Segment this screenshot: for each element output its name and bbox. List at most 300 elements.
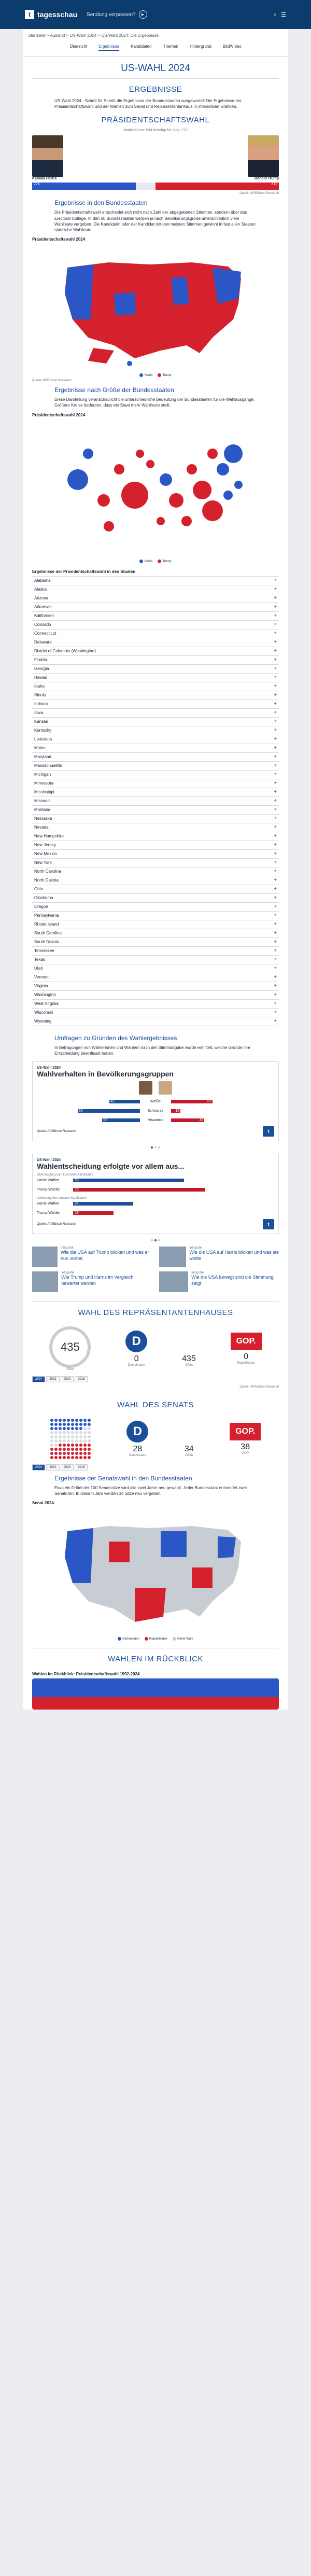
state-row[interactable] bbox=[32, 964, 279, 973]
state-row[interactable] bbox=[32, 991, 279, 1000]
state-bubble[interactable] bbox=[187, 464, 197, 474]
senate-seat bbox=[67, 1452, 70, 1455]
senate-heading: WAHL DES SENATS bbox=[32, 1394, 279, 1413]
year-button[interactable]: 2020 bbox=[61, 1464, 74, 1471]
senate-seat bbox=[75, 1427, 78, 1430]
senate-seat bbox=[88, 1435, 91, 1438]
harris-avatar bbox=[139, 1081, 152, 1095]
article-kicker: Infografik bbox=[61, 1271, 75, 1275]
state-name: Rhode Island bbox=[34, 922, 59, 927]
year-button[interactable]: 2020 bbox=[61, 1376, 74, 1382]
legend-trump: Trump bbox=[158, 373, 171, 377]
expand-icon: + bbox=[274, 921, 277, 928]
state-bubble[interactable] bbox=[207, 449, 218, 459]
senate-seat bbox=[50, 1452, 53, 1455]
reason-bar: 63 bbox=[73, 1179, 184, 1182]
tab-2[interactable]: Kandidaten bbox=[131, 44, 152, 49]
state-name: West Virginia bbox=[34, 1001, 59, 1006]
senate-seat bbox=[50, 1427, 53, 1430]
map-title: Präsidentschaftswahl 2024 bbox=[32, 237, 86, 242]
state-row[interactable] bbox=[32, 621, 279, 629]
senate-seat bbox=[88, 1423, 91, 1426]
state-row[interactable] bbox=[32, 718, 279, 726]
tagesschau-icon: t bbox=[25, 10, 34, 19]
state-name: Washington bbox=[34, 992, 56, 998]
state-name: District of Columbia (Washington) bbox=[34, 649, 96, 654]
legend-harris: Harris bbox=[139, 373, 152, 377]
senate-seat bbox=[67, 1448, 70, 1451]
page-content: US-WAHL 2024 ERGEBNISSE US-Wahl 2024 - Schritt für Schritt die Ergebnisse der Bundesstaaten ausgewertet: Die Ergebnisse der Präsidentschaftswahl und der Wahlen zum Senat und Repräsentantenhaus in interaktiven Grafiken. PRÄSIDENTSCHAFTSWAHL Wahlmänner: 538 benötigt für Sieg: 270 Kamala Harris Donald Trump 226 312 Quelle: AP/Edison Research Ergebnisse in den Bundesstaaten Die Präsidentschaftswahl entscheidet sich nicht nach Zahl der abgegebenen Stimmen, sondern über das Electoral College. In den 50 Bundesstaaten werden je nach Bevölkerungsgröße unterschiedlich viele Wahlleute vergeben. Die Kandidatin oder der Kandidat mit den meisten Stimmen gewinnt in fast allen Staaten sämtliche Wahlleute. Präsidentschaftswahl 2024 Harris Trump Quelle: AP/Edison Research Ergebnisse nach Größe der Bundesstaaten Diese Darstellung veranschaulicht die unterschiedliche Bedeutung der Bundesstaaten für die Wahlausgänge. Größere Kreise bedeuten, dass ein Staat mehr Wahlleute stellt. Präsidentschaftswahl 2024 Harris Trump Ergebnisse der Präsidentschaftswahl in den Staaten Alabama + Alaska + Arizona + Arkansas + Kalifornien + Colorado + Connecticut + Delaware + District of Columbia (Washington) + Florida + Georgia + Hawaii + Idaho + Illinois + Indiana + Iowa + Kansas + Kentucky + Louisiana + Maine + Maryland + Massachusetts + Michigan + Minnesota + Mississippi + Missouri + Montana + Nebraska + Nevada + New Hampshire + New Jersey + New Mexico + New York + North Carolina + North Dakota + Ohio + Oklahoma + Oregon + Pennsylvania + Rhode Island + South Carolina + South Dakota + Tennessee + Texas + Utah + Vermont + Virginia + Washington + West Virginia + Wisconsin + Wyoming + Umfragen zu Gründen des Wahlergebnisses In Befragungen von Wählerinnen und Wählern nach der Stimmabgabe wurde ermittelt, welche Gründe ihre Entscheidung beeinflusst haben. US-Wahl 2024 Wahlverhalten in Bevölkerungsgruppen 42 Weiße 57 86 Schwarze 13 52 Hispanics 46 Quelle: AP/Edison Research t US-Wahl 2024 Wahlentscheidung erfolgte vor allem aus... Überzeugung vom kürzesten Kandidaten Harris-Wähler 63 Trump-Wähler 75 Ablehnung des anderen Kandidaten Harris-Wähler 34 Trump-Wähler 23 Quelle: AP/Edison Research t Infografik Wie die USA auf Trump blicken und was er nun vorhat Infografik Wie Trump und Harris im Vergleich bewertet werden Infografik Wie die USA auf Harris blicken und was sie wollte Infografik Wie die USA bewegt sind die Stimmung zeigt WAHL DES REPRÄSENTANTENHAUSES 435 Sitze D 0 Demokraten 435 Offen GOP. 0 Republikaner 2024 2022 2020 2018 Quelle: AP/Edison Research WAHL DES SENATS D 28 Demokraten 34 Offen GOP. 38 GOP 2024 2022 2020 2018 Ergebnisse der Senatswahl in den Bundesstaaten Etwa ein Drittel der 100 Senatssitze wird alle zwei Jahre neu gewählt. Jeder Bundesstaat entsendet zwei Senatoren. In diesem Jahr werden 34 Sitze neu vergeben. Senat 2024 Demokraten Republikaner Keine Wahl WAHLEN IM RÜCKBLICK Wahlen im Rückblick: Präsidentschaftswahl 1992-2024 bbox=[23, 57, 288, 1710]
year-button[interactable]: 2022 bbox=[46, 1464, 59, 1471]
senate-seat bbox=[71, 1444, 74, 1447]
senate-seat bbox=[50, 1423, 53, 1426]
reason-bar: 34 bbox=[73, 1202, 133, 1206]
senate-seat bbox=[59, 1423, 62, 1426]
state-row[interactable] bbox=[32, 894, 279, 903]
state-row[interactable] bbox=[32, 603, 279, 612]
state-bubble[interactable] bbox=[217, 463, 229, 475]
state-name: Michigan bbox=[34, 772, 51, 777]
expand-icon: + bbox=[274, 595, 277, 601]
state-row[interactable] bbox=[32, 832, 279, 841]
state-bubble[interactable] bbox=[83, 449, 93, 459]
expand-icon: + bbox=[274, 613, 277, 619]
year-button[interactable]: 2024 bbox=[32, 1464, 45, 1471]
state-bubble[interactable] bbox=[234, 481, 243, 489]
expand-icon: + bbox=[274, 816, 277, 822]
state-name: Oregon bbox=[34, 904, 48, 909]
senate-seat bbox=[54, 1439, 58, 1443]
senate-seat bbox=[71, 1419, 74, 1422]
expand-icon: + bbox=[274, 824, 277, 831]
expand-icon: + bbox=[274, 974, 277, 981]
expand-icon: + bbox=[274, 789, 277, 795]
senate-map-title: Senat 2024 bbox=[32, 1501, 54, 1506]
state-row[interactable] bbox=[32, 850, 279, 859]
harris-name: Kamala Harris bbox=[32, 177, 57, 181]
illinois-region bbox=[171, 277, 189, 305]
article-kicker: Infografik bbox=[189, 1247, 202, 1250]
state-name: Florida bbox=[34, 657, 47, 663]
bubble-title: Präsidentschaftswahl 2024 bbox=[32, 412, 86, 417]
senate-seat bbox=[79, 1431, 82, 1434]
expand-icon: + bbox=[274, 930, 277, 936]
senate-seat bbox=[83, 1419, 87, 1422]
state-name: Maryland bbox=[34, 754, 51, 760]
expand-icon: + bbox=[274, 895, 277, 901]
expand-icon: + bbox=[274, 772, 277, 778]
state-name: Nevada bbox=[34, 825, 49, 830]
state-name: Montana bbox=[34, 807, 51, 813]
state-name: Tennessee bbox=[34, 948, 54, 954]
senate-seat bbox=[71, 1456, 74, 1459]
state-bubble[interactable] bbox=[160, 473, 172, 486]
menu-icon[interactable]: ☰ bbox=[281, 11, 286, 18]
trump-name: Donald Trump bbox=[254, 177, 279, 181]
bubble-map[interactable] bbox=[57, 423, 254, 557]
article-teaser[interactable] bbox=[32, 1247, 152, 1267]
legend-trump: Trump bbox=[158, 559, 171, 563]
state-name: Alaska bbox=[34, 587, 47, 592]
gop-icon: GOP. bbox=[230, 1423, 261, 1440]
state-row[interactable] bbox=[32, 938, 279, 947]
state-name: Connecticut bbox=[34, 631, 56, 636]
senate-seat bbox=[67, 1435, 70, 1438]
survey-bar-row bbox=[37, 1107, 274, 1115]
state-bubble[interactable] bbox=[224, 444, 243, 463]
house-total-ring: 435 bbox=[49, 1326, 91, 1368]
breadcrumb[interactable]: Startseite > Ausland > US-Wahl 2024 > US-Wahl 2024: Die Ergebnisse bbox=[23, 29, 288, 41]
senate-seat bbox=[75, 1439, 78, 1443]
state-row[interactable] bbox=[32, 762, 279, 771]
senate-seat bbox=[83, 1423, 87, 1426]
expand-icon: + bbox=[274, 631, 277, 637]
state-row[interactable] bbox=[32, 665, 279, 674]
states-accordion bbox=[32, 576, 279, 1026]
senate-seat bbox=[88, 1431, 91, 1434]
state-row[interactable] bbox=[32, 982, 279, 991]
state-bubble[interactable] bbox=[97, 494, 110, 507]
state-row[interactable] bbox=[32, 753, 279, 762]
state-row[interactable] bbox=[32, 788, 279, 797]
year-button[interactable]: 2018 bbox=[75, 1464, 88, 1471]
state-row[interactable] bbox=[32, 744, 279, 753]
expand-icon: + bbox=[274, 1001, 277, 1007]
survey-card-1: US-Wahl 2024 Wahlverhalten in Bevölkerungsgruppen 42 Weiße 57 86 Schwarze 13 52 Hispanics 46 Quelle: AP/Edison Research t bbox=[32, 1061, 279, 1141]
harris-bar: 52 bbox=[102, 1118, 140, 1122]
senate-seat bbox=[59, 1452, 62, 1455]
senate-seat bbox=[54, 1448, 58, 1451]
state-row[interactable] bbox=[32, 779, 279, 788]
house-seats: 435 Sitze D 0 Demokraten 435 Offen GOP. 0 Republikaner bbox=[32, 1326, 279, 1371]
trump-votes: 312 bbox=[156, 183, 279, 190]
senate-seat bbox=[50, 1448, 53, 1451]
state-name: Utah bbox=[34, 966, 43, 971]
state-name: North Dakota bbox=[34, 878, 59, 883]
expand-icon: + bbox=[274, 675, 277, 681]
live-link[interactable]: Sendung verpassen? ▶ bbox=[87, 10, 147, 19]
year-button[interactable]: 2024 bbox=[32, 1376, 45, 1382]
state-row[interactable] bbox=[32, 629, 279, 638]
related-articles bbox=[32, 1247, 279, 1296]
state-bubble[interactable] bbox=[223, 491, 233, 500]
senate-seat bbox=[59, 1444, 62, 1447]
expand-icon: + bbox=[274, 965, 277, 972]
state-row[interactable] bbox=[32, 841, 279, 850]
state-row[interactable] bbox=[32, 700, 279, 709]
state-name: New Hampshire bbox=[34, 834, 64, 839]
state-row[interactable] bbox=[32, 973, 279, 982]
state-row[interactable] bbox=[32, 956, 279, 964]
group-label: Schwarze bbox=[147, 1109, 164, 1113]
article-title: Wie Trump und Harris im Vergleich bewertet werden bbox=[61, 1275, 134, 1286]
expand-icon: + bbox=[274, 1010, 277, 1016]
expand-icon: + bbox=[274, 745, 277, 751]
page-title: US-WAHL 2024 bbox=[32, 57, 279, 79]
us-map-svg bbox=[57, 247, 254, 371]
expand-icon: + bbox=[274, 842, 277, 848]
senate-seat bbox=[79, 1452, 82, 1455]
article-teaser[interactable] bbox=[159, 1247, 279, 1267]
state-name: Wisconsin bbox=[34, 1010, 53, 1015]
senate-seat bbox=[83, 1439, 87, 1443]
senate-seat bbox=[83, 1456, 87, 1459]
state-bubble[interactable] bbox=[157, 517, 165, 525]
state-row[interactable] bbox=[32, 647, 279, 656]
senate-seat bbox=[83, 1435, 87, 1438]
senate-seat bbox=[63, 1431, 66, 1434]
trump-portrait bbox=[248, 135, 279, 177]
history-map[interactable] bbox=[32, 1678, 279, 1710]
state-row[interactable] bbox=[32, 876, 279, 885]
state-row[interactable] bbox=[32, 1000, 279, 1009]
expand-icon: + bbox=[274, 851, 277, 857]
expand-icon: + bbox=[274, 648, 277, 654]
search-icon[interactable]: ⌕ bbox=[273, 11, 277, 18]
senate-seat bbox=[79, 1439, 82, 1443]
expand-icon: + bbox=[274, 736, 277, 743]
results-heading: ERGEBNISSE bbox=[129, 85, 182, 94]
house-heading: WAHL DES REPRÄSENTANTENHAUSES bbox=[32, 1301, 279, 1321]
state-bubble[interactable] bbox=[121, 482, 148, 509]
bubble-text: Diese Darstellung veranschaulicht die unterschiedliche Bedeutung der Bundesstaaten für die Wahlausgänge. Größere Kreise bedeuten, dass ein Staat mehr Wahlleute stellt. bbox=[54, 397, 255, 408]
state-name: Hawaii bbox=[34, 675, 47, 680]
trump-bar: 13 bbox=[171, 1109, 180, 1113]
senate-seat bbox=[50, 1439, 53, 1443]
survey-headline: Umfragen zu Gründen des Wahlergebnisses bbox=[54, 1034, 177, 1042]
state-bubble[interactable] bbox=[104, 521, 114, 531]
expand-icon: + bbox=[274, 604, 277, 610]
state-name: Massachusetts bbox=[34, 763, 62, 768]
state-row[interactable] bbox=[32, 867, 279, 876]
expand-icon: + bbox=[274, 710, 277, 716]
state-row[interactable] bbox=[32, 612, 279, 621]
senate-seat bbox=[63, 1452, 66, 1455]
senate-seat bbox=[79, 1423, 82, 1426]
site-header bbox=[0, 0, 311, 29]
senate-seat bbox=[54, 1435, 58, 1438]
senate-seat bbox=[50, 1431, 53, 1434]
senate-seat bbox=[63, 1444, 66, 1447]
state-row[interactable] bbox=[32, 577, 279, 585]
expand-icon: + bbox=[274, 957, 277, 963]
state-name: Delaware bbox=[34, 640, 52, 645]
state-row[interactable] bbox=[32, 929, 279, 938]
state-name: New York bbox=[34, 860, 52, 865]
reason-bar-row bbox=[37, 1186, 274, 1194]
state-row[interactable] bbox=[32, 947, 279, 956]
article-kicker: Infografik bbox=[191, 1271, 204, 1275]
senate-seat bbox=[75, 1431, 78, 1434]
senate-seat bbox=[63, 1439, 66, 1443]
state-row[interactable] bbox=[32, 823, 279, 832]
state-name: Kalifornien bbox=[34, 613, 54, 619]
senate-seat bbox=[79, 1456, 82, 1459]
expand-icon: + bbox=[274, 948, 277, 954]
state-row[interactable] bbox=[32, 903, 279, 912]
article-teaser[interactable] bbox=[32, 1271, 152, 1292]
senate-seat bbox=[59, 1456, 62, 1459]
state-bubble[interactable] bbox=[169, 493, 183, 508]
state-name: Louisiana bbox=[34, 737, 52, 742]
reason-bar: 23 bbox=[73, 1211, 114, 1215]
state-row[interactable] bbox=[32, 656, 279, 665]
senate-seat bbox=[67, 1423, 70, 1426]
state-bubble[interactable] bbox=[202, 500, 223, 521]
state-row[interactable] bbox=[32, 594, 279, 603]
tab-0[interactable]: Übersicht bbox=[69, 44, 88, 49]
bubble-headline: Ergebnisse nach Größe der Bundesstaaten bbox=[54, 386, 174, 394]
expand-icon: + bbox=[274, 869, 277, 875]
voter-label: Harris-Wähler bbox=[37, 1179, 60, 1183]
tab-3[interactable]: Themen bbox=[163, 44, 178, 49]
senate-seat bbox=[63, 1427, 66, 1430]
state-row[interactable] bbox=[32, 709, 279, 718]
senate-seat bbox=[79, 1419, 82, 1422]
harris-bar: 86 bbox=[78, 1109, 140, 1113]
senate-seat bbox=[71, 1435, 74, 1438]
map-text: Die Präsidentschaftswahl entscheidet sich nicht nach Zahl der abgegebenen Stimmen, sondern über das Electoral College. In den 50 Bundesstaaten werden je nach Bevölkerungsgröße unterschiedlich viele Wahlleute vergeben. Die Kandidatin oder der Kandidat mit den meisten Stimmen gewinnt in fast allen Staaten sämtliche Wahlleute. bbox=[54, 210, 256, 232]
senate-seat bbox=[88, 1448, 91, 1451]
senate-seat bbox=[59, 1435, 62, 1438]
harris-votes: 226 bbox=[32, 183, 136, 190]
state-row[interactable] bbox=[32, 1017, 279, 1026]
senate-seat bbox=[71, 1439, 74, 1443]
year-button[interactable]: 2018 bbox=[75, 1376, 88, 1382]
group-label: Weiße bbox=[150, 1100, 161, 1104]
state-row[interactable] bbox=[32, 726, 279, 735]
senate-seat bbox=[54, 1427, 58, 1430]
state-row[interactable] bbox=[32, 920, 279, 929]
senate-map-headline: Ergebnisse der Senatswahl in den Bundesstaaten bbox=[54, 1475, 192, 1482]
state-row[interactable] bbox=[32, 815, 279, 823]
expand-icon: + bbox=[274, 1018, 277, 1025]
senate-seat-grid bbox=[50, 1419, 91, 1459]
reason-bar: 75 bbox=[73, 1188, 205, 1192]
map-note: Quelle: AP/Edison Research bbox=[32, 379, 72, 383]
state-row[interactable] bbox=[32, 771, 279, 779]
state-bubble[interactable] bbox=[146, 460, 154, 468]
state-name: Mississippi bbox=[34, 790, 54, 795]
senate-seat bbox=[83, 1431, 87, 1434]
senate-seat bbox=[50, 1444, 53, 1447]
brand-logo[interactable]: t tagesschau bbox=[25, 10, 77, 19]
reason-bar-row bbox=[37, 1177, 274, 1184]
tab-4[interactable]: Hintergrund bbox=[189, 44, 211, 49]
card1-source: Quelle: AP/Edison Research bbox=[37, 1130, 76, 1133]
expand-icon: + bbox=[274, 939, 277, 945]
senate-legend bbox=[32, 1637, 279, 1641]
senate-seat bbox=[88, 1427, 91, 1430]
carousel-dots[interactable] bbox=[32, 1146, 279, 1149]
democrat-icon: D bbox=[126, 1421, 148, 1443]
state-row[interactable] bbox=[32, 806, 279, 815]
state-name: Missouri bbox=[34, 799, 50, 804]
senate-seat bbox=[71, 1448, 74, 1451]
senate-seat bbox=[71, 1427, 74, 1430]
state-row[interactable] bbox=[32, 912, 279, 920]
expand-icon: + bbox=[274, 683, 277, 690]
expand-icon: + bbox=[274, 886, 277, 892]
alaska-region bbox=[88, 348, 114, 363]
harris-portrait bbox=[32, 135, 63, 177]
article-teaser[interactable] bbox=[159, 1271, 279, 1292]
article-title: Wie die USA auf Trump blicken und was er nun vorhat bbox=[60, 1250, 149, 1261]
state-name: Illinois bbox=[34, 693, 46, 698]
senate-seat bbox=[67, 1444, 70, 1447]
state-row[interactable] bbox=[32, 885, 279, 894]
state-bubble[interactable] bbox=[67, 469, 88, 490]
tab-1[interactable]: Ergebnisse bbox=[98, 44, 119, 51]
article-thumbnail bbox=[159, 1247, 186, 1267]
senate-seat bbox=[50, 1456, 53, 1459]
expand-icon: + bbox=[274, 692, 277, 698]
reason-bar-row bbox=[37, 1200, 274, 1208]
state-bubble[interactable] bbox=[114, 464, 124, 474]
card1-title: Wahlverhalten in Bevölkerungsgruppen bbox=[37, 1070, 174, 1079]
democrat-icon: D bbox=[125, 1331, 147, 1352]
state-row[interactable] bbox=[32, 682, 279, 691]
expand-icon: + bbox=[274, 833, 277, 839]
expand-icon: + bbox=[274, 913, 277, 919]
survey-text: In Befragungen von Wählerinnen und Wählern nach der Stimmabgabe wurde ermittelt, welche Gründe ihre Entscheidung beeinflusst haben. bbox=[54, 1045, 250, 1056]
senate-seat bbox=[75, 1419, 78, 1422]
state-bubble[interactable] bbox=[181, 516, 192, 526]
senate-map[interactable] bbox=[57, 1510, 254, 1635]
expand-icon: + bbox=[274, 586, 277, 593]
expand-icon: + bbox=[274, 754, 277, 760]
senate-seat bbox=[83, 1444, 87, 1447]
state-bubble[interactable] bbox=[136, 450, 144, 458]
senate-seat bbox=[83, 1452, 87, 1455]
colorado-region bbox=[114, 292, 136, 315]
senate-seat bbox=[88, 1452, 91, 1455]
senate-legend-item: Demokraten bbox=[118, 1637, 139, 1641]
state-name: Ohio bbox=[34, 887, 43, 892]
map-headline: Ergebnisse in den Bundesstaaten bbox=[54, 199, 148, 207]
state-row[interactable] bbox=[32, 797, 279, 806]
source-note: Quelle: AP/Edison Research bbox=[239, 192, 279, 195]
trump-bar: 46 bbox=[171, 1118, 204, 1122]
state-name: South Carolina bbox=[34, 931, 62, 936]
state-row[interactable] bbox=[32, 1009, 279, 1017]
trump-bar: 57 bbox=[171, 1100, 213, 1103]
state-row[interactable] bbox=[32, 691, 279, 700]
state-row[interactable] bbox=[32, 859, 279, 867]
state-row[interactable] bbox=[32, 674, 279, 682]
expand-icon: + bbox=[274, 666, 277, 672]
state-row[interactable] bbox=[32, 735, 279, 744]
year-button[interactable]: 2022 bbox=[46, 1376, 59, 1382]
senate-seat bbox=[59, 1431, 62, 1434]
senate-seat bbox=[63, 1423, 66, 1426]
state-name: Arkansas bbox=[34, 605, 52, 610]
carousel-dots[interactable] bbox=[32, 1239, 279, 1241]
state-name: Virginia bbox=[34, 984, 48, 989]
state-bubble[interactable] bbox=[193, 481, 211, 499]
senate-seat bbox=[83, 1427, 87, 1430]
state-row[interactable] bbox=[32, 638, 279, 647]
senate-legend-item: Republikaner bbox=[145, 1637, 167, 1641]
senate-seat bbox=[71, 1452, 74, 1455]
expand-icon: + bbox=[274, 860, 277, 866]
senate-seat bbox=[88, 1419, 91, 1422]
senate-seat bbox=[63, 1456, 66, 1459]
state-row[interactable] bbox=[32, 585, 279, 594]
us-map[interactable] bbox=[57, 247, 254, 371]
tab-5[interactable]: Bild/Video bbox=[222, 44, 242, 49]
harris-bar: 42 bbox=[109, 1100, 140, 1103]
